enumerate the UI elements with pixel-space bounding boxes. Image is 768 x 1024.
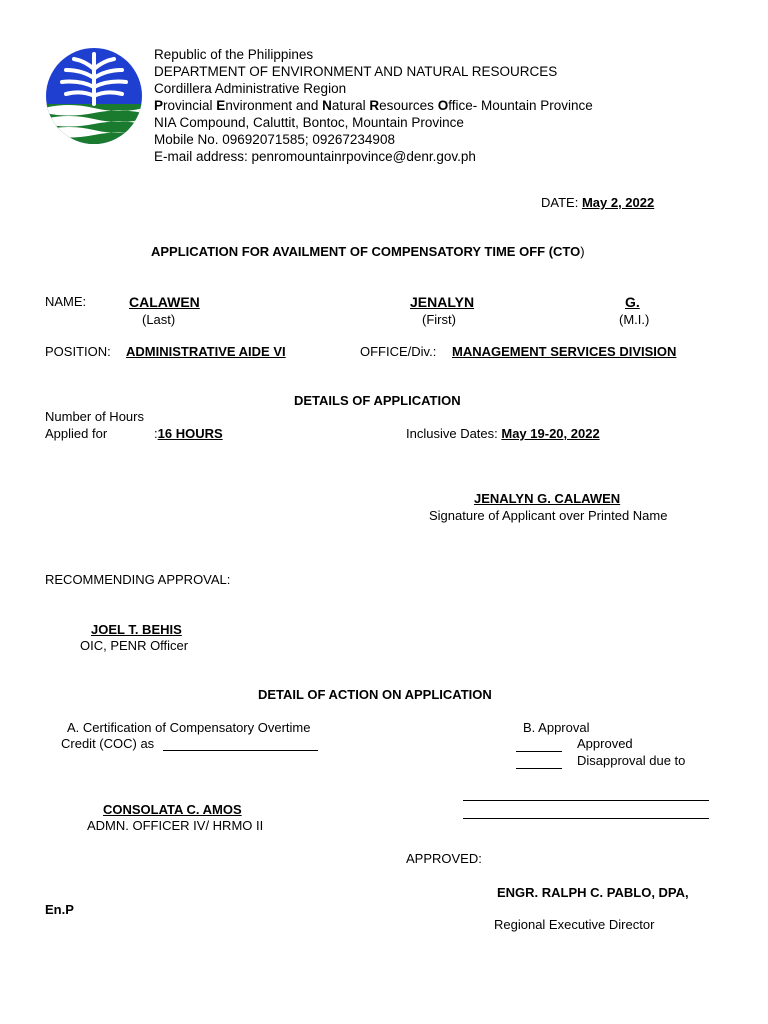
recommending-label: RECOMMENDING APPROVAL: bbox=[45, 572, 231, 587]
last-caption: (Last) bbox=[142, 312, 176, 327]
dates-row bbox=[406, 427, 600, 440]
letterhead-office bbox=[154, 97, 593, 114]
office-part-5: ffice- Mountain Province bbox=[448, 98, 593, 113]
initial-p: P bbox=[154, 98, 164, 113]
disapproval-blank-line bbox=[516, 768, 562, 769]
hrmo-name: CONSOLATA C. AMOS bbox=[103, 802, 242, 817]
mi-caption: (M.I.) bbox=[619, 312, 650, 327]
initial-o: O bbox=[437, 98, 449, 113]
middle-initial: G. bbox=[625, 294, 640, 310]
dates-value: May 19-20, 2022 bbox=[501, 426, 600, 441]
office-part-1: rovincial bbox=[163, 98, 217, 113]
reason-line-1 bbox=[463, 800, 709, 801]
position-label: POSITION: bbox=[45, 344, 111, 359]
office-part-3: atural bbox=[331, 98, 370, 113]
office-part-4: esources bbox=[379, 98, 438, 113]
date-row bbox=[541, 196, 654, 209]
letterhead-address: NIA Compound, Caluttit, Bontoc, Mountain Province bbox=[154, 115, 464, 130]
office-value: MANAGEMENT SERVICES DIVISION bbox=[452, 344, 677, 359]
denr-logo-icon bbox=[44, 46, 144, 146]
section-b-heading: B. Approval bbox=[523, 720, 590, 735]
applicant-name: JENALYN G. CALAWEN bbox=[474, 491, 621, 506]
section-a-line2: Credit (COC) as bbox=[61, 736, 155, 751]
recommending-title: OIC, PENR Officer bbox=[80, 638, 189, 653]
position-value: ADMINISTRATIVE AIDE VI bbox=[126, 344, 286, 359]
office-label: OFFICE/Div.: bbox=[360, 344, 437, 359]
first-caption: (First) bbox=[422, 312, 456, 327]
approver-name: ENGR. RALPH C. PABLO, DPA, bbox=[497, 885, 689, 900]
initials: En.P bbox=[45, 902, 74, 917]
initial-e: E bbox=[216, 98, 226, 113]
disapproval-option: Disapproval due to bbox=[577, 753, 686, 768]
form-title-close: ) bbox=[580, 244, 585, 259]
section-a-line1: A. Certification of Compensatory Overtime bbox=[67, 720, 311, 735]
hours-label-1: Number of Hours bbox=[45, 409, 144, 424]
action-heading: DETAIL OF ACTION ON APPLICATION bbox=[258, 687, 492, 702]
letterhead bbox=[154, 46, 593, 165]
hours-value: 16 HOURS bbox=[157, 426, 223, 441]
last-name: CALAWEN bbox=[129, 294, 200, 310]
letterhead-republic: Republic of the Philippines bbox=[154, 47, 314, 62]
first-name: JENALYN bbox=[410, 294, 475, 310]
form-title-main: APPLICATION FOR AVAILMENT OF COMPENSATORY TIME OFF (CTO bbox=[151, 244, 581, 259]
form-title bbox=[151, 245, 585, 258]
details-heading: DETAILS OF APPLICATION bbox=[294, 393, 461, 408]
hours-label-2: Applied for bbox=[45, 426, 108, 441]
recommending-name: JOEL T. BEHIS bbox=[91, 622, 182, 637]
initial-n: N bbox=[322, 98, 332, 113]
hours-colon: : bbox=[154, 426, 158, 441]
office-part-2: nvironment and bbox=[225, 98, 323, 113]
approver-title: Regional Executive Director bbox=[494, 917, 655, 932]
name-label: NAME: bbox=[45, 294, 87, 309]
letterhead-email: E-mail address: penromountainrpovince@denr.gov.ph bbox=[154, 149, 476, 164]
applicant-caption: Signature of Applicant over Printed Name bbox=[429, 508, 668, 523]
hrmo-title: ADMN. OFFICER IV/ HRMO II bbox=[87, 818, 264, 833]
approved-label: APPROVED: bbox=[406, 851, 482, 866]
dates-label: Inclusive Dates: bbox=[406, 426, 502, 441]
date-label: DATE: bbox=[541, 195, 582, 210]
initial-r: R bbox=[369, 98, 380, 113]
reason-line-2 bbox=[463, 818, 709, 819]
approved-blank-line bbox=[516, 751, 562, 752]
letterhead-department: DEPARTMENT OF ENVIRONMENT AND NATURAL RESOURCES bbox=[154, 64, 558, 79]
letterhead-mobile: Mobile No. 09692071585; 09267234908 bbox=[154, 132, 395, 147]
approved-option: Approved bbox=[577, 736, 633, 751]
coc-blank-line bbox=[163, 750, 318, 751]
letterhead-region: Cordillera Administrative Region bbox=[154, 81, 347, 96]
date-value: May 2, 2022 bbox=[581, 195, 655, 210]
hours-row bbox=[154, 427, 223, 440]
